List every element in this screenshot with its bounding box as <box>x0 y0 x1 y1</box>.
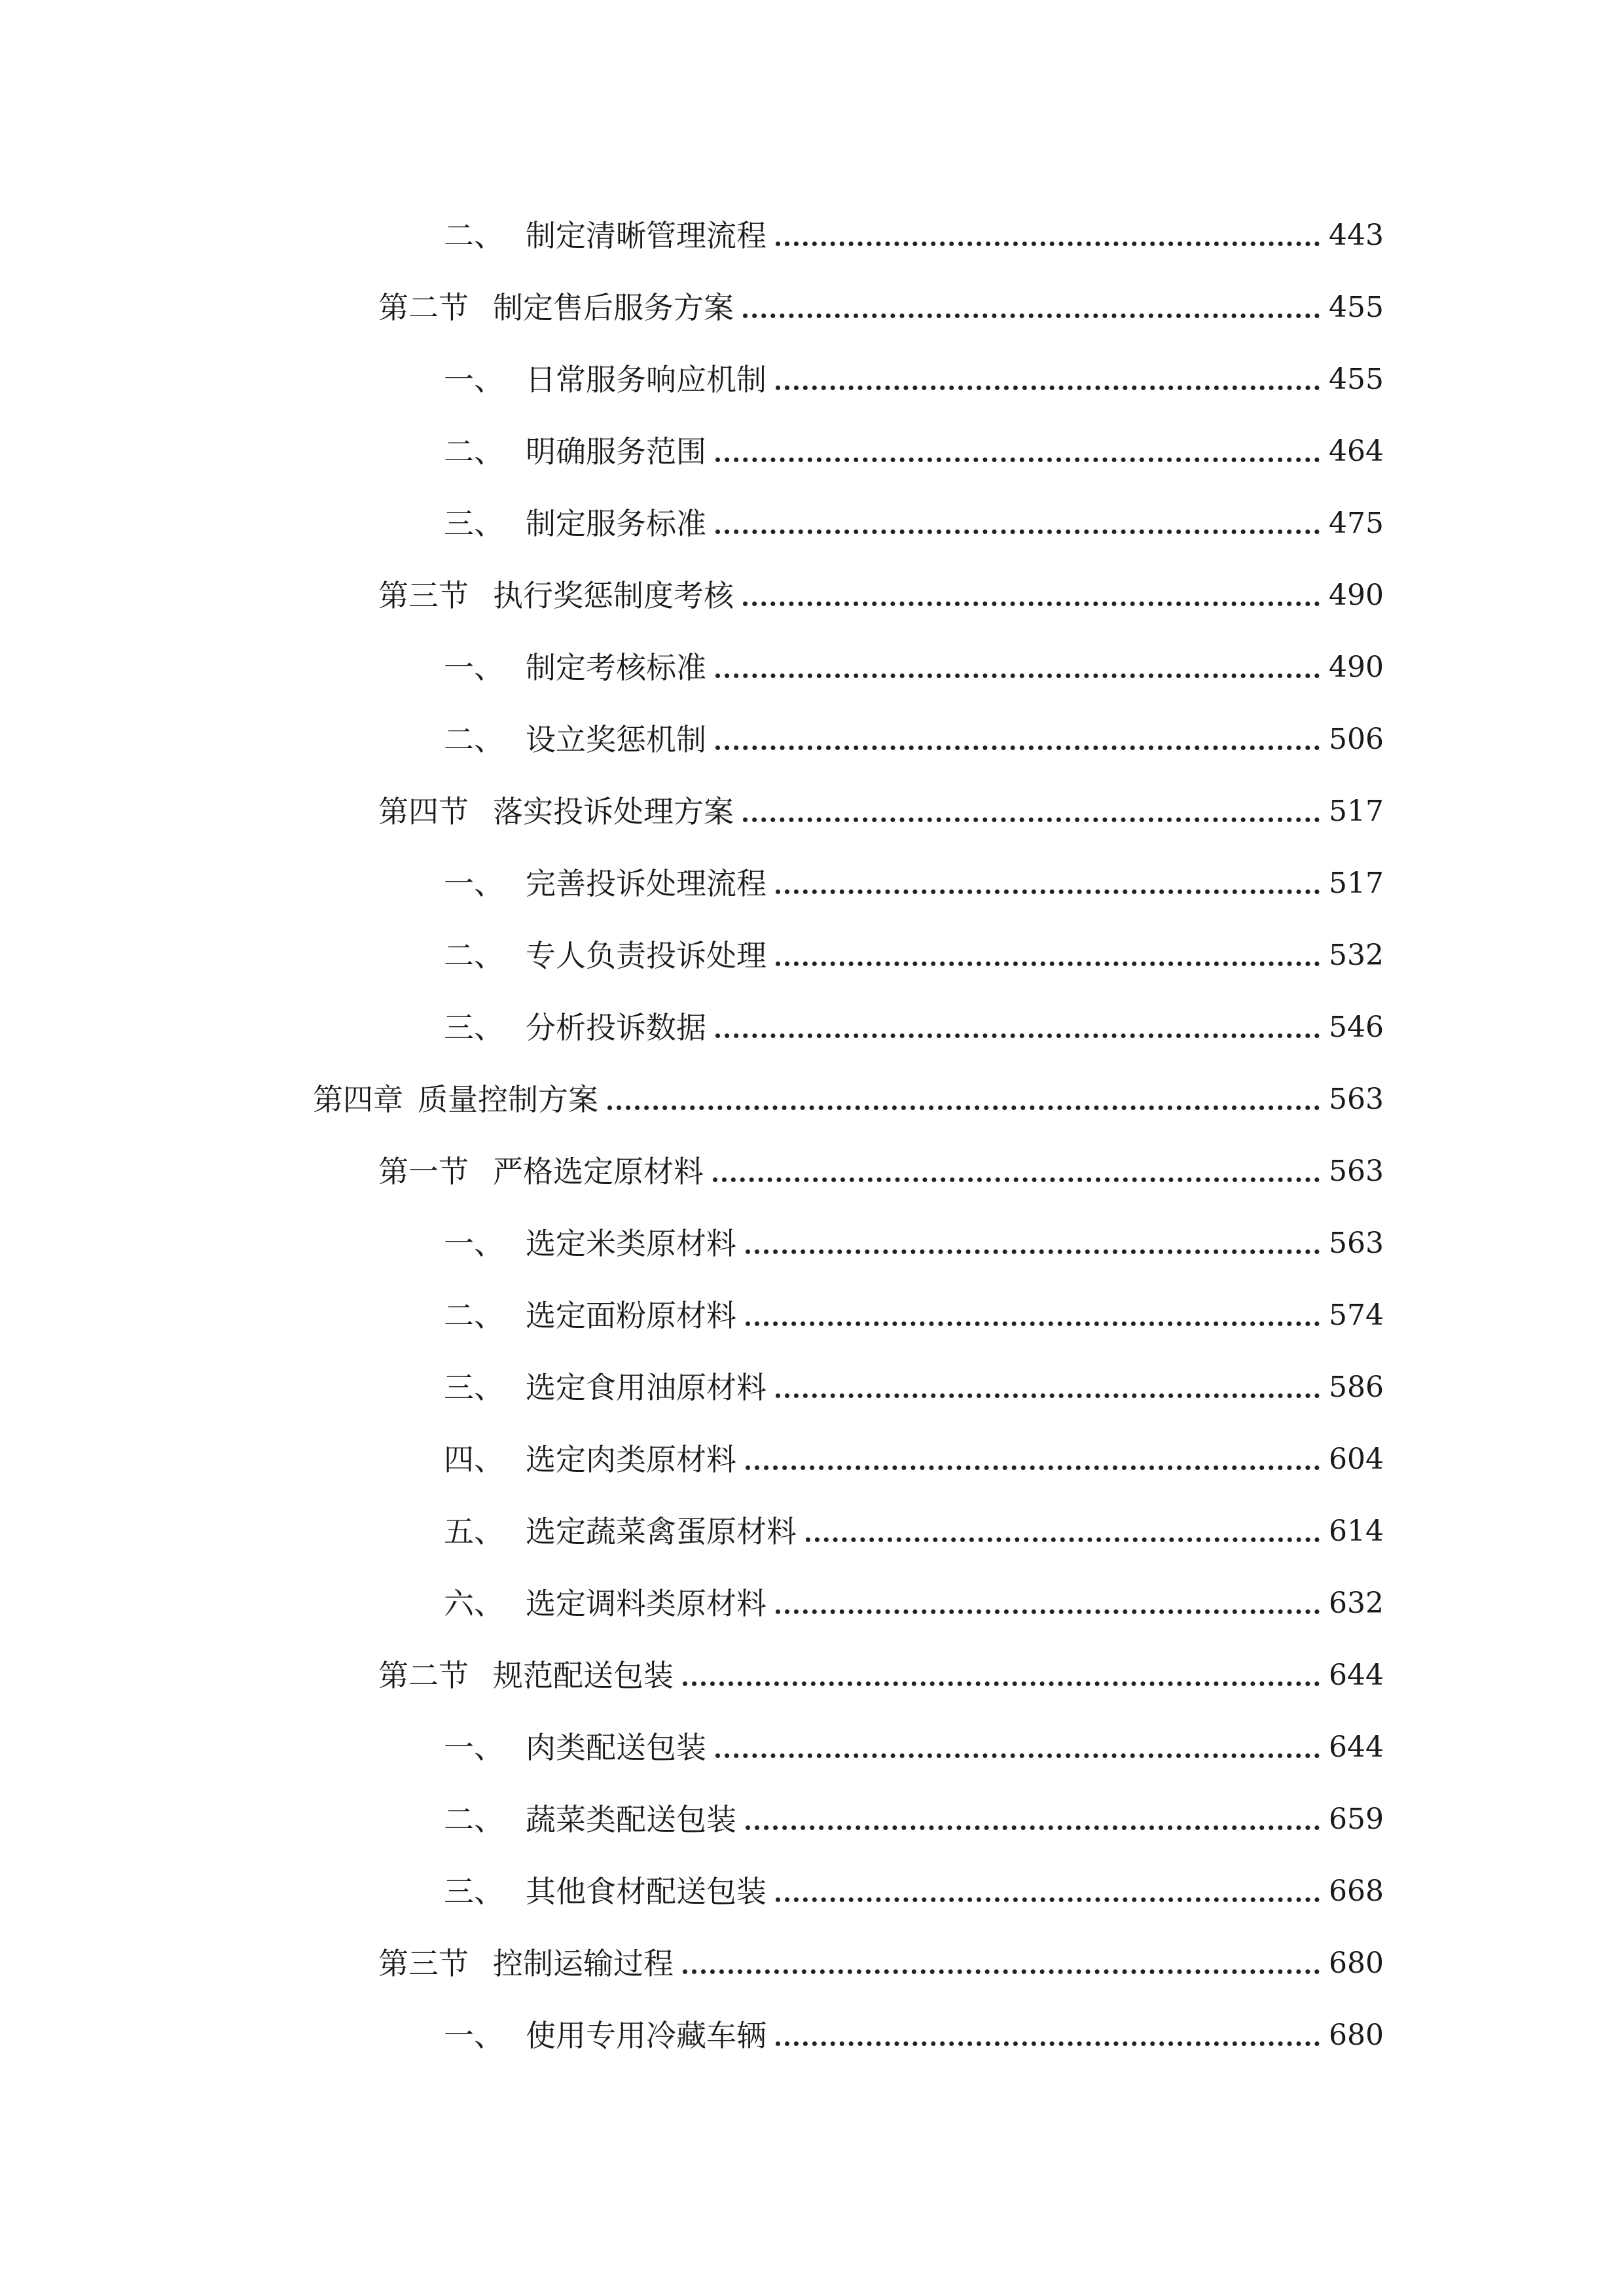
toc-entry-number: 一、 <box>444 650 504 685</box>
toc-entry-page: 455 <box>1329 363 1384 396</box>
toc-entry[interactable] <box>444 1283 1382 1335</box>
toc-entry[interactable] <box>444 491 1382 543</box>
toc-entry-number: 二、 <box>444 938 504 973</box>
toc-entry[interactable] <box>444 707 1382 759</box>
dot-leader <box>683 1969 1320 1974</box>
toc-entry-page: 532 <box>1329 939 1384 972</box>
toc-entry[interactable] <box>378 563 1382 615</box>
dot-leader <box>776 242 1320 246</box>
toc-entry[interactable] <box>444 1787 1382 1839</box>
toc-entry[interactable] <box>444 923 1382 975</box>
toc-entry-title: 控制运输过程 <box>493 1946 674 1981</box>
toc-entry-number: 二、 <box>444 434 504 469</box>
toc-entry-page: 517 <box>1329 867 1384 900</box>
toc-entry-title: 选定肉类原材料 <box>526 1442 736 1477</box>
toc-entry[interactable] <box>444 203 1382 255</box>
toc-entry-title: 制定售后服务方案 <box>493 290 734 325</box>
toc-entry-number: 第二节 <box>378 290 469 325</box>
toc-entry-title: 选定调料类原材料 <box>526 1586 767 1621</box>
toc-entry[interactable] <box>378 1643 1382 1695</box>
toc-entry[interactable] <box>444 635 1382 687</box>
toc-entry-number: 三、 <box>444 1874 504 1909</box>
toc-entry[interactable] <box>313 1067 1382 1119</box>
toc-entry-title: 肉类配送包装 <box>526 1730 706 1765</box>
toc-entry-number: 二、 <box>444 1298 504 1333</box>
toc-entry[interactable] <box>378 779 1382 831</box>
toc-entry-page: 680 <box>1329 2018 1384 2052</box>
toc-entry-number: 三、 <box>444 1370 504 1405</box>
toc-entry-number: 第三节 <box>378 1946 469 1981</box>
toc-entry[interactable] <box>444 1355 1382 1407</box>
toc-entry-page: 659 <box>1329 1803 1384 1836</box>
dot-leader <box>776 961 1320 966</box>
toc-entry[interactable] <box>444 995 1382 1047</box>
toc-entry-page: 455 <box>1329 291 1384 324</box>
toc-entry-title: 设立奖惩机制 <box>526 722 706 757</box>
toc-entry[interactable] <box>444 1499 1382 1551</box>
toc-entry-number: 三、 <box>444 506 504 541</box>
toc-entry-page: 546 <box>1329 1011 1384 1044</box>
toc-entry-page: 680 <box>1329 1946 1384 1980</box>
toc-entry-number: 一、 <box>444 362 504 397</box>
dot-leader <box>715 529 1320 534</box>
toc-entry-page: 490 <box>1329 651 1384 684</box>
toc-entry-number: 第四节 <box>378 794 469 829</box>
dot-leader <box>715 1033 1320 1038</box>
toc-entry-title: 选定面粉原材料 <box>526 1298 736 1333</box>
dot-leader <box>715 745 1320 750</box>
dot-leader <box>607 1105 1320 1110</box>
toc-entry-number: 一、 <box>444 1730 504 1765</box>
dot-leader <box>746 1249 1320 1254</box>
toc-entry-page: 563 <box>1329 1227 1384 1260</box>
dot-leader <box>715 673 1320 678</box>
dot-leader <box>715 1753 1320 1758</box>
toc-entry[interactable] <box>444 419 1382 471</box>
toc-entry-number: 第四章 <box>313 1082 403 1117</box>
toc-entry-number: 一、 <box>444 866 504 901</box>
dot-leader <box>743 817 1320 822</box>
toc-entry-title: 分析投诉数据 <box>526 1010 706 1045</box>
toc-entry-number: 第一节 <box>378 1154 469 1189</box>
toc-entry-number: 三、 <box>444 1010 504 1045</box>
toc-entry-page: 506 <box>1329 723 1384 756</box>
toc-entry-page: 614 <box>1329 1515 1384 1548</box>
toc-entry[interactable] <box>444 347 1382 399</box>
toc-entry[interactable] <box>444 1859 1382 1911</box>
dot-leader <box>746 1465 1320 1470</box>
toc-entry-page: 644 <box>1329 1659 1384 1692</box>
toc-entry-number: 二、 <box>444 722 504 757</box>
toc-entry[interactable] <box>378 275 1382 327</box>
toc-entry-title: 明确服务范围 <box>526 434 706 469</box>
toc-entry-number: 二、 <box>444 1802 504 1837</box>
toc-entry-title: 日常服务响应机制 <box>526 362 767 397</box>
toc-entry-title: 选定食用油原材料 <box>526 1370 767 1405</box>
toc-entry-number: 第三节 <box>378 578 469 613</box>
toc-entry-title: 蔬菜类配送包装 <box>526 1802 736 1837</box>
toc-entry-page: 668 <box>1329 1874 1384 1908</box>
toc-entry-title: 执行奖惩制度考核 <box>493 578 734 613</box>
toc-entry-title: 落实投诉处理方案 <box>493 794 734 829</box>
toc-entry-title: 质量控制方案 <box>418 1082 598 1117</box>
dot-leader <box>743 601 1320 606</box>
toc-entry-title: 专人负责投诉处理 <box>526 938 767 973</box>
dot-leader <box>715 457 1320 462</box>
toc-entry-title: 制定考核标准 <box>526 650 706 685</box>
toc-entry-page: 490 <box>1329 579 1384 612</box>
dot-leader <box>713 1177 1320 1182</box>
dot-leader <box>776 2041 1320 2046</box>
toc-entry[interactable] <box>444 1571 1382 1623</box>
toc-entry-page: 644 <box>1329 1731 1384 1764</box>
toc-entry-page: 563 <box>1329 1155 1384 1188</box>
toc-entry[interactable] <box>378 1139 1382 1191</box>
toc-entry-title: 完善投诉处理流程 <box>526 866 767 901</box>
dot-leader <box>776 386 1320 390</box>
dot-leader <box>776 889 1320 894</box>
toc-entry-page: 475 <box>1329 507 1384 540</box>
toc-entry[interactable] <box>444 1211 1382 1263</box>
toc-entry-title: 使用专用冷藏车辆 <box>526 2018 767 2053</box>
dot-leader <box>683 1681 1320 1686</box>
toc-entry[interactable] <box>444 1427 1382 1479</box>
toc-entry-title: 选定米类原材料 <box>526 1226 736 1261</box>
dot-leader <box>776 1393 1320 1398</box>
toc-entry-page: 632 <box>1329 1587 1384 1620</box>
dot-leader <box>806 1537 1320 1542</box>
toc-entry-number: 一、 <box>444 2018 504 2053</box>
dot-leader <box>743 314 1320 318</box>
toc-entry-title: 制定清晰管理流程 <box>526 218 767 253</box>
toc-entry-page: 574 <box>1329 1299 1384 1332</box>
toc-entry[interactable] <box>444 1715 1382 1767</box>
toc-entry-page: 517 <box>1329 795 1384 828</box>
toc-entry[interactable] <box>444 851 1382 903</box>
dot-leader <box>746 1321 1320 1326</box>
toc-entry-page: 563 <box>1329 1083 1384 1116</box>
toc-entry-title: 规范配送包装 <box>493 1658 674 1693</box>
dot-leader <box>776 1609 1320 1614</box>
toc-entry-number: 六、 <box>444 1586 504 1621</box>
toc-entry-title: 制定服务标准 <box>526 506 706 541</box>
toc-entry-page: 464 <box>1329 435 1384 468</box>
toc-entry-number: 五、 <box>444 1514 504 1549</box>
toc-entry-number: 一、 <box>444 1226 504 1261</box>
toc-entry-title: 其他食材配送包装 <box>526 1874 767 1909</box>
dot-leader <box>746 1825 1320 1830</box>
toc-entry-number: 二、 <box>444 218 504 253</box>
toc-entry-number: 四、 <box>444 1442 504 1477</box>
toc-entry[interactable] <box>378 1931 1382 1983</box>
toc-entry-number: 第二节 <box>378 1658 469 1693</box>
toc-entry-page: 586 <box>1329 1371 1384 1404</box>
toc-entry[interactable] <box>444 2003 1382 2055</box>
toc-entry-page: 604 <box>1329 1443 1384 1476</box>
toc-entry-title: 严格选定原材料 <box>493 1154 704 1189</box>
toc-entry-page: 443 <box>1329 219 1384 252</box>
dot-leader <box>776 1897 1320 1902</box>
toc-entry-title: 选定蔬菜禽蛋原材料 <box>526 1514 797 1549</box>
